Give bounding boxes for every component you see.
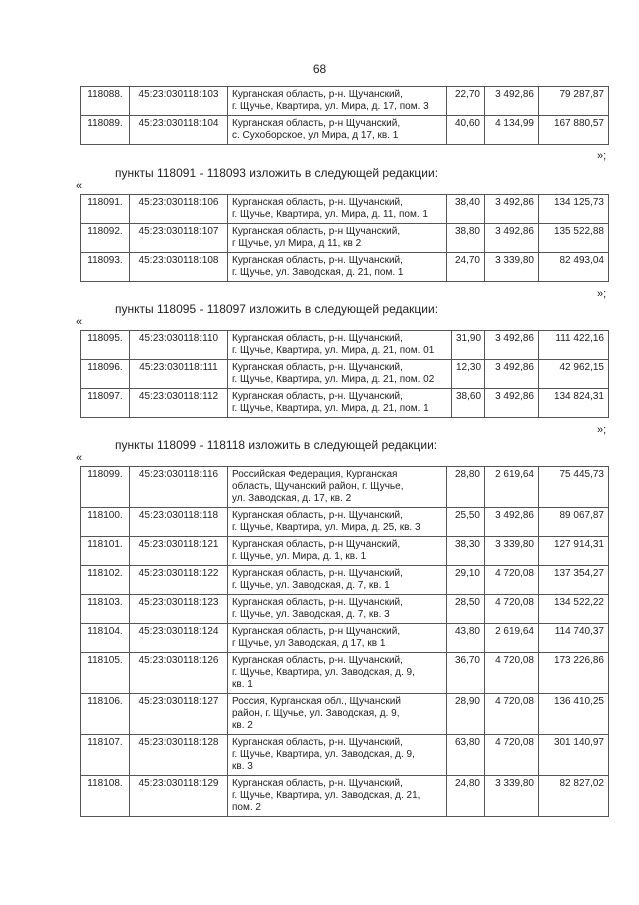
item-number-cell: 118095.: [81, 331, 130, 360]
cadastral-number-cell: 45:23:030118:122: [130, 566, 228, 595]
address-line: г. Щучье, Квартира, ул. Мира, д. 21, пом. 1: [232, 403, 429, 414]
amendment-heading: пункты 118091 - 118093 изложить в следующей редакции:: [115, 166, 439, 180]
rate-cell: 3 492,86: [485, 331, 539, 360]
table-section-3: [80, 466, 609, 817]
cadastral-number-cell: 45:23:030118:108: [130, 253, 228, 282]
address-cell: [228, 653, 447, 694]
address-line: Россия, Курганская обл., Щучанский: [232, 696, 401, 707]
table-row: [81, 776, 609, 817]
rate-cell: 4 720,08: [485, 735, 539, 776]
address-cell: [228, 776, 447, 817]
value-cell: 137 354,27: [539, 566, 609, 595]
closing-quote: »;: [597, 288, 607, 300]
value-cell: 134 522,22: [539, 595, 609, 624]
item-number-cell: 118096.: [81, 360, 130, 389]
table-row: [81, 624, 609, 653]
item-number-cell: 118091.: [81, 195, 130, 224]
table-section-0: [80, 86, 609, 145]
address-line: Курганская область, р-н Щучанский,: [232, 118, 401, 129]
area-cell: 28,80: [447, 467, 485, 508]
address-cell: [228, 224, 447, 253]
address-line: Российская Федерация, Курганская: [232, 469, 398, 480]
address-line: Курганская область, р-н Щучанский,: [232, 226, 401, 237]
cadastral-number-cell: 45:23:030118:121: [130, 537, 228, 566]
table-row: [81, 360, 609, 389]
table-row: [81, 537, 609, 566]
item-number-cell: 118102.: [81, 566, 130, 595]
address-line: г Щучье, ул Мира, д 11, кв 2: [232, 238, 362, 249]
address-line: Курганская область, р-н Щучанский,: [232, 626, 401, 637]
address-line: г. Щучье, ул. Мира, д. 1, кв. 1: [232, 551, 367, 562]
item-number-cell: 118107.: [81, 735, 130, 776]
address-line: кв. 1: [232, 679, 253, 690]
address-cell: [228, 508, 447, 537]
item-number-cell: 118092.: [81, 224, 130, 253]
page-number: 68: [312, 62, 327, 76]
address-cell: [228, 87, 447, 116]
address-line: Курганская область, р-н. Щучанский,: [232, 568, 403, 579]
value-cell: 134 125,73: [539, 195, 609, 224]
rate-cell: 3 492,86: [485, 508, 539, 537]
item-number-cell: 118103.: [81, 595, 130, 624]
address-line: Курганская область, р-н Щучанский,: [232, 539, 401, 550]
area-cell: 28,50: [447, 595, 485, 624]
rate-cell: 3 492,86: [485, 195, 539, 224]
table-row: [81, 735, 609, 776]
address-line: Курганская область, р-н. Щучанский,: [232, 655, 403, 666]
cadastral-number-cell: 45:23:030118:124: [130, 624, 228, 653]
address-line: Курганская область, р-н. Щучанский,: [232, 737, 403, 748]
address-line: г. Щучье, ул. Заводская, д. 21, пом. 1: [232, 267, 404, 278]
address-line: область, Щучанский район, г. Щучье,: [232, 481, 404, 492]
item-number-cell: 118105.: [81, 653, 130, 694]
address-line: г. Щучье, Квартира, ул. Заводская, д. 9,: [232, 667, 415, 678]
table-row: [81, 508, 609, 537]
table-row: [81, 467, 609, 508]
address-line: г. Щучье, Квартира, ул. Заводская, д. 9,: [232, 749, 415, 760]
rate-cell: 3 492,86: [485, 87, 539, 116]
address-line: г. Щучье, Квартира, ул. Мира, д. 11, пом. 1: [232, 209, 428, 220]
address-line: г Щучье, ул Заводская, д 17, кв 1: [232, 638, 386, 649]
table-section-2: [80, 330, 609, 418]
table-row: [81, 653, 609, 694]
cadastral-number-cell: 45:23:030118:127: [130, 694, 228, 735]
closing-quote: »;: [597, 424, 607, 436]
address-cell: [228, 735, 447, 776]
address-line: г. Щучье, Квартира, ул. Мира, д. 25, кв. 3: [232, 522, 421, 533]
area-cell: 38,30: [447, 537, 485, 566]
item-number-cell: 118106.: [81, 694, 130, 735]
value-cell: 79 287,87: [539, 87, 609, 116]
address-line: г. Щучье, Квартира, ул. Заводская, д. 21,: [232, 790, 421, 801]
opening-quote: «: [76, 180, 83, 192]
cadastral-number-cell: 45:23:030118:118: [130, 508, 228, 537]
address-cell: [228, 624, 447, 653]
value-cell: 136 410,25: [539, 694, 609, 735]
area-cell: 31,90: [452, 331, 485, 360]
rate-cell: 3 339,80: [485, 537, 539, 566]
item-number-cell: 118099.: [81, 467, 130, 508]
amendment-heading: пункты 118099 - 118118 изложить в следующей редакции:: [115, 438, 438, 452]
value-cell: 89 067,87: [539, 508, 609, 537]
item-number-cell: 118108.: [81, 776, 130, 817]
address-cell: [228, 331, 452, 360]
area-cell: 43,80: [447, 624, 485, 653]
cadastral-number-cell: 45:23:030118:112: [130, 389, 228, 418]
address-line: ул. Заводская, д. 17, кв. 2: [232, 493, 352, 504]
address-cell: [228, 195, 447, 224]
rate-cell: 3 492,86: [485, 224, 539, 253]
cadastral-number-cell: 45:23:030118:128: [130, 735, 228, 776]
address-cell: [228, 566, 447, 595]
value-cell: 127 914,31: [539, 537, 609, 566]
value-cell: 167 880,57: [539, 116, 609, 145]
value-cell: 301 140,97: [539, 735, 609, 776]
table-row: [81, 694, 609, 735]
address-cell: [228, 253, 447, 282]
cadastral-number-cell: 45:23:030118:123: [130, 595, 228, 624]
rate-cell: 4 720,08: [485, 694, 539, 735]
address-line: Курганская область, р-н. Щучанский,: [232, 89, 403, 100]
rate-cell: 2 619,64: [485, 467, 539, 508]
cadastral-number-cell: 45:23:030118:111: [130, 360, 228, 389]
address-line: Курганская область, р-н. Щучанский,: [232, 197, 403, 208]
area-cell: 38,60: [452, 389, 485, 418]
rate-cell: 4 720,08: [485, 595, 539, 624]
rate-cell: 3 339,80: [485, 776, 539, 817]
address-line: Курганская область, р-н. Щучанский,: [232, 255, 403, 266]
area-cell: 38,40: [447, 195, 485, 224]
area-cell: 24,70: [447, 253, 485, 282]
address-cell: [228, 389, 452, 418]
item-number-cell: 118104.: [81, 624, 130, 653]
table-row: [81, 566, 609, 595]
table-row: [81, 253, 609, 282]
address-line: Курганская область, р-н. Щучанский,: [232, 597, 403, 608]
area-cell: 63,80: [447, 735, 485, 776]
address-line: с. Сухоборское, ул Мира, д 17, кв. 1: [232, 130, 399, 141]
address-cell: [228, 694, 447, 735]
item-number-cell: 118101.: [81, 537, 130, 566]
area-cell: 12,30: [452, 360, 485, 389]
cadastral-number-cell: 45:23:030118:116: [130, 467, 228, 508]
address-cell: [228, 116, 447, 145]
address-line: кв. 2: [232, 720, 253, 731]
area-cell: 36,70: [447, 653, 485, 694]
rate-cell: 4 720,08: [485, 566, 539, 595]
item-number-cell: 118088.: [81, 87, 130, 116]
value-cell: 135 522,88: [539, 224, 609, 253]
value-cell: 82 493,04: [539, 253, 609, 282]
address-line: Курганская область, р-н. Щучанский,: [232, 391, 403, 402]
address-line: кв. 3: [232, 761, 253, 772]
item-number-cell: 118089.: [81, 116, 130, 145]
rate-cell: 4 720,08: [485, 653, 539, 694]
cadastral-number-cell: 45:23:030118:104: [130, 116, 228, 145]
value-cell: 173 226,86: [539, 653, 609, 694]
table-row: [81, 224, 609, 253]
item-number-cell: 118097.: [81, 389, 130, 418]
value-cell: 42 962,15: [539, 360, 609, 389]
area-cell: 25,50: [447, 508, 485, 537]
value-cell: 82 827,02: [539, 776, 609, 817]
rate-cell: 3 492,86: [485, 389, 539, 418]
address-line: г. Щучье, ул. Заводская, д. 7, кв. 1: [232, 580, 390, 591]
address-line: Курганская область, р-н. Щучанский,: [232, 778, 403, 789]
cadastral-number-cell: 45:23:030118:103: [130, 87, 228, 116]
cadastral-number-cell: 45:23:030118:110: [130, 331, 228, 360]
value-cell: 134 824,31: [539, 389, 609, 418]
item-number-cell: 118093.: [81, 253, 130, 282]
rate-cell: 4 134,99: [485, 116, 539, 145]
address-cell: [228, 537, 447, 566]
address-line: г. Щучье, Квартира, ул. Мира, д. 17, пом. 3: [232, 101, 429, 112]
address-line: г. Щучье, ул. Заводская, д. 7, кв. 3: [232, 609, 390, 620]
amendment-heading: пункты 118095 - 118097 изложить в следующей редакции:: [115, 302, 439, 316]
address-line: пом. 2: [232, 802, 261, 813]
cadastral-number-cell: 45:23:030118:106: [130, 195, 228, 224]
cadastral-number-cell: 45:23:030118:107: [130, 224, 228, 253]
rate-cell: 3 339,80: [485, 253, 539, 282]
value-cell: 111 422,16: [539, 331, 609, 360]
address-line: Курганская область, р-н. Щучанский,: [232, 333, 403, 344]
rate-cell: 3 492,86: [485, 360, 539, 389]
value-cell: 75 445,73: [539, 467, 609, 508]
address-line: Курганская область, р-н. Щучанский,: [232, 362, 403, 373]
opening-quote: «: [76, 452, 83, 464]
rate-cell: 2 619,64: [485, 624, 539, 653]
address-cell: [228, 467, 447, 508]
item-number-cell: 118100.: [81, 508, 130, 537]
area-cell: 24,80: [447, 776, 485, 817]
area-cell: 28,90: [447, 694, 485, 735]
table-row: [81, 331, 609, 360]
cadastral-number-cell: 45:23:030118:129: [130, 776, 228, 817]
table-row: [81, 87, 609, 116]
cadastral-number-cell: 45:23:030118:126: [130, 653, 228, 694]
address-line: г. Щучье, Квартира, ул. Мира, д. 21, пом. 02: [232, 374, 435, 385]
address-line: Курганская область, р-н. Щучанский,: [232, 510, 403, 521]
area-cell: 29,10: [447, 566, 485, 595]
area-cell: 22,70: [447, 87, 485, 116]
address-cell: [228, 360, 452, 389]
area-cell: 38,80: [447, 224, 485, 253]
closing-quote: »;: [597, 150, 607, 162]
table-row: [81, 389, 609, 418]
opening-quote: «: [76, 316, 83, 328]
address-cell: [228, 595, 447, 624]
table-section-1: [80, 194, 609, 282]
value-cell: 114 740,37: [539, 624, 609, 653]
table-row: [81, 116, 609, 145]
address-line: г. Щучье, Квартира, ул. Мира, д. 21, пом. 01: [232, 345, 435, 356]
table-row: [81, 595, 609, 624]
area-cell: 40,60: [447, 116, 485, 145]
address-line: район, г. Щучье, ул. Заводская, д. 9,: [232, 708, 400, 719]
table-row: [81, 195, 609, 224]
